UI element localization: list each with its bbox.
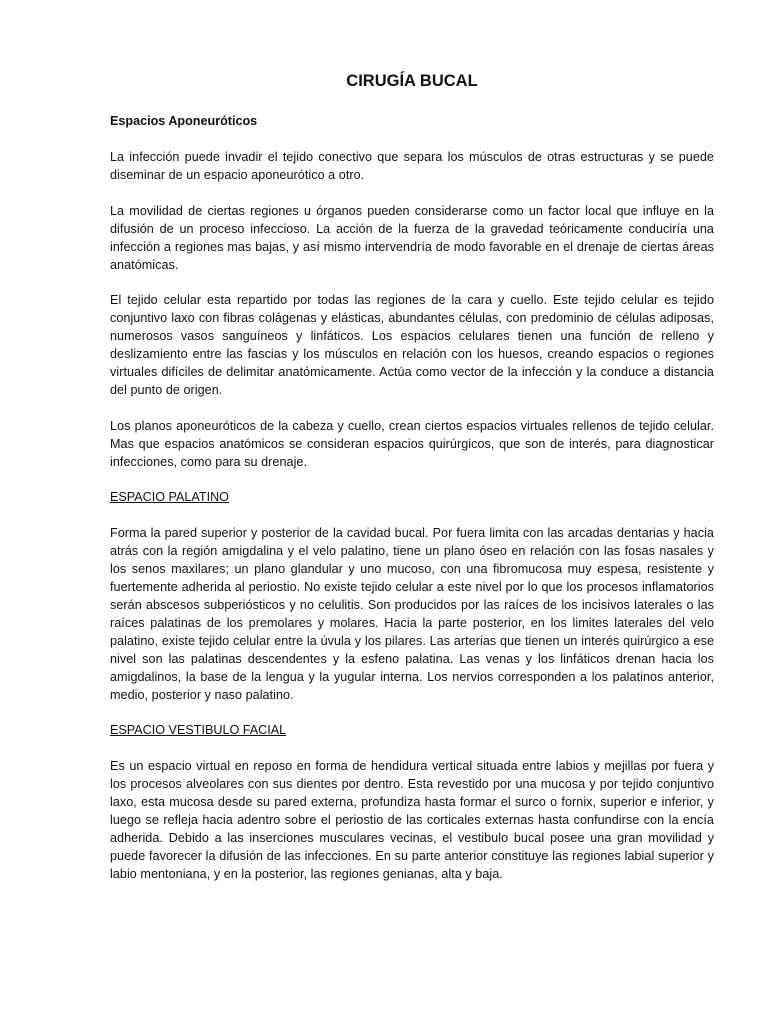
paragraph-intro-4: Los planos aponeuróticos de la cabeza y cuello, crean ciertos espacios virtuales rellenos de tejido celular. Mas que espacios anatómicos se consideran espacios quirúrgicos, que son de interés, para diagnosticar infecciones, como para su drenaje. [110, 418, 714, 469]
paragraph-intro-1: La infección puede invadir el tejido conectivo que separa los músculos de otras estructuras y se puede diseminar de un espacio aponeurótico a otro. [110, 150, 714, 182]
document-page [110, 66, 714, 900]
paragraph-espacio-vestibulo-facial: Es un espacio virtual en reposo en forma de hendidura vertical situada entre labios y mejillas por fuera y los procesos alveolares con sus dientes por dentro. Esta revestido por una mucosa y por tejido conjuntivo laxo, esta mucosa desde su pared externa, profundiza hasta formar el surco o fornix, superior e inferior, y luego se refleja hacia adentro sobre el periostio de las corticales externas hasta confundirse con la encía adherida. Debido a las inserciones musculares vecinas, el vestibulo bucal posee una gran movilidad y puede favorecer la difusión de las infecciones. En su parte anterior constituye las regiones labial superior y labio mentoniana, y en la posterior, las regiones genianas, alta y baja. [110, 758, 714, 881]
heading-espacio-palatino: ESPACIO PALATINO [110, 490, 229, 504]
section-subtitle: Espacios Aponeuróticos [110, 114, 258, 128]
page-title: CIRUGÍA BUCAL [346, 72, 478, 90]
heading-espacio-vestibulo-facial: ESPACIO VESTIBULO FACIAL [110, 723, 287, 737]
paragraph-intro-3: El tejido celular esta repartido por todas las regiones de la cara y cuello. Este tejido celular es tejido conjuntivo laxo con fibras colágenas y elásticas, abundantes células, con predominio de células adiposas, numerosos vasos sanguíneos y linfáticos. Los espacios celulares tienen una función de relleno y deslizamiento entre las fascias y los músculos en relación con los huesos, creando espacios o regiones virtuales difíciles de delimitar anatómicamente. Actúa como vector de la infección y la conduce a distancia del punto de origen. [110, 293, 714, 397]
paragraph-espacio-palatino: Forma la pared superior y posterior de la cavidad bucal. Por fuera limita con las arcadas dentarias y hacia atrás con la región amigdalina y el velo palatino, tiene un plano óseo en relación con las fosas nasales y los senos maxilares; un plano glandular y uno mucoso, con una fibromucosa muy espesa, resistente y fuertemente adherida al periostio. No existe tejido celular a este nivel por lo que los procesos inflamatorios serán abscesos subperiósticos y no celulitis. Son producidos por las raíces de los incisivos laterales o las raíces palatinas de los premolares y molares. Hacia la parte posterior, en los limites laterales del velo palatino, existe tejido celular entre la úvula y los pilares. Las arterias que tienen un interés quirúrgico a ese nivel son las palatinas descendentes y la esfeno palatina. Las venas y los linfáticos drenan hacia los amigdalinos, la base de la lengua y la yugular interna. Los nervios corresponden a los palatinos anterior, medio, posterior y naso palatino. [110, 525, 714, 702]
paragraph-intro-2: La movilidad de ciertas regiones u órganos pueden considerarse como un factor local que influye en la difusión de un proceso infeccioso. La acción de la fuerza de la gravedad teóricamente conduciría una infección a regiones mas bajas, y así mismo intervendría de modo favorable en el drenaje de ciertas áreas anatómicas. [110, 203, 714, 272]
